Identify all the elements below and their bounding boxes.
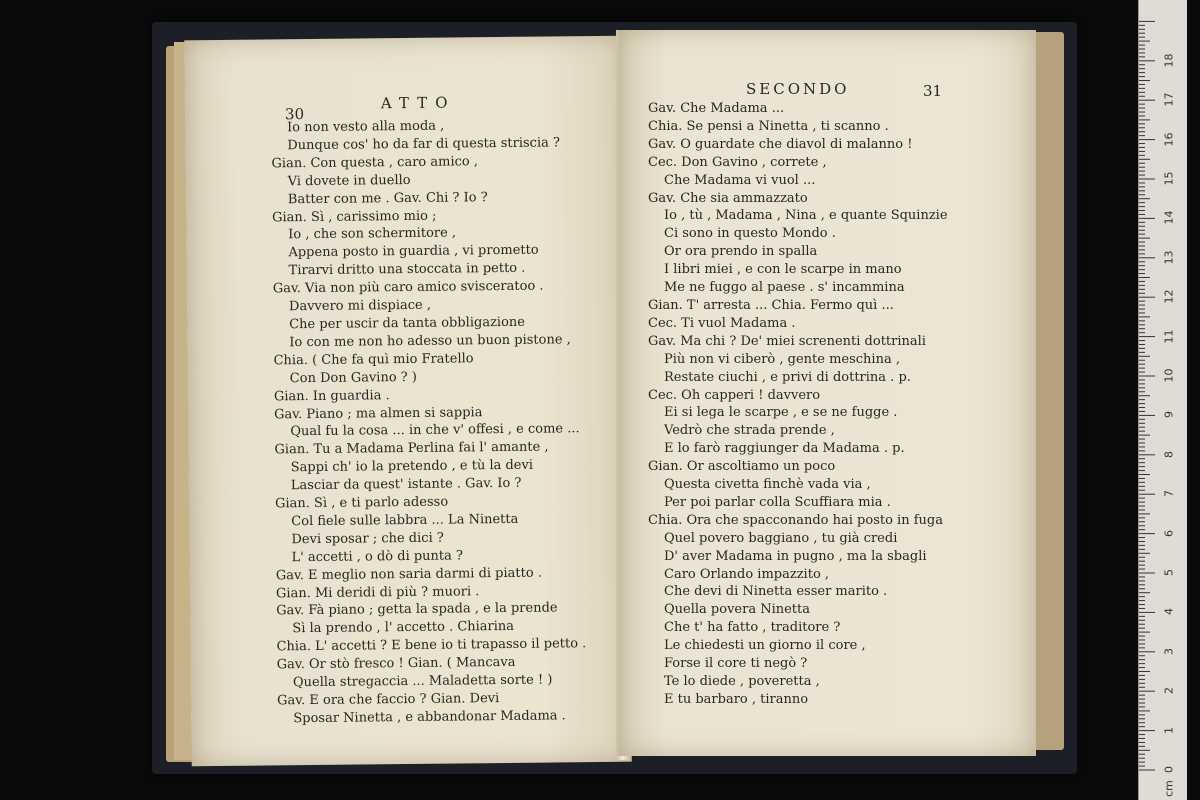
text-line: Chia. ( Che fa quì mio Fratello — [273, 351, 474, 369]
text-line: Gian. In guardia . — [273, 387, 390, 404]
left-page-number: 30 — [284, 105, 305, 124]
text-line: Gav. Ma chi ? De' miei screnenti dottrinali — [648, 333, 926, 349]
text-line: Quel povero baggiano , tu già credi — [664, 530, 898, 546]
text-line: Vedrò che strada prende , — [664, 423, 835, 439]
text-line: Lasciar da quest' istante . Gav. Io ? — [290, 475, 522, 494]
text-line: Me ne fuggo al paese . s' incammina — [664, 280, 905, 296]
left-page-text — [271, 116, 587, 728]
left-page-header: ATTO — [380, 93, 456, 113]
right-page — [618, 30, 1036, 756]
text-line: Che devi di Ninetta esser marito . — [664, 584, 888, 600]
ruler-label: 5 — [1162, 569, 1176, 576]
text-line: Più non vi ciberò , gente meschina , — [664, 351, 900, 367]
ruler-label: 15 — [1162, 171, 1176, 186]
right-page-header: SECONDO — [746, 80, 850, 98]
left-page — [184, 36, 632, 767]
text-line: Gav. Fà piano ; getta la spada , e la prende — [276, 600, 558, 619]
text-line: Cec. Oh capperi ! davvero — [648, 387, 821, 403]
text-line: Gian. Or ascoltiamo un poco — [648, 459, 836, 475]
ruler-label: 1 — [1162, 726, 1176, 734]
text-line: Gav. Che sia ammazzato — [648, 190, 808, 206]
text-line: Sì la prendo , l' accetto . Chiarina — [292, 619, 515, 637]
ruler-label: 9 — [1162, 411, 1176, 419]
text-line: Appena posto in guardia , vi prometto — [288, 242, 539, 261]
text-line: Gian. Sì , carissimo mio ; — [271, 208, 437, 225]
text-line: Gav. Piano ; ma almen si sappia — [274, 404, 483, 422]
measuring-ruler — [1138, 0, 1187, 800]
ruler-label: 4 — [1162, 608, 1176, 616]
text-line: D' aver Madama in pugno , ma la sbagli — [664, 548, 927, 564]
text-line: E lo farò raggiunger da Madama . p. — [664, 441, 905, 457]
text-line: Gav. Che Madama ... — [648, 101, 785, 116]
text-line: Or ora prendo in spalla — [664, 244, 818, 260]
text-line: Gav. Or stò fresco ! Gian. ( Mancava — [276, 655, 516, 673]
ruler-label: 0 — [1162, 766, 1176, 773]
text-line: Gian. Mi deridi di più ? muori . — [275, 583, 480, 601]
text-line: Davvero mi dispiace , — [288, 297, 432, 315]
ruler-label: 6 — [1162, 529, 1176, 537]
text-line: Io non vesto alla moda , — [287, 118, 445, 136]
ruler-label: 14 — [1162, 210, 1176, 225]
ruler-label: 10 — [1162, 368, 1176, 383]
text-line: Quella stregaccia ... Maladetta sorte ! ) — [292, 672, 553, 691]
text-line: Io , tù , Madama , Nina , e quante Squinzie — [664, 208, 948, 224]
text-line: Qual fu la cosa ... in che v' offesi , e come ... — [290, 421, 580, 440]
ruler-label: 18 — [1162, 53, 1176, 68]
text-line: Che per uscir da tanta obbligazione — [289, 314, 526, 333]
ruler-label: 17 — [1162, 92, 1176, 107]
ruler-label: 7 — [1162, 490, 1176, 498]
text-line: Per poi parlar colla Scuffiara mia . — [664, 494, 891, 510]
text-line: Col fiele sulle labbra ... La Ninetta — [291, 511, 519, 530]
text-line: Caro Orlando impazzito , — [664, 566, 830, 582]
text-line: Gav. E meglio non saria darmi di piatto . — [275, 565, 542, 584]
text-line: Gav. O guardate che diavol di malanno ! — [648, 136, 913, 152]
text-line: Questa civetta finchè vada via , — [664, 477, 871, 493]
ruler-label: 13 — [1162, 250, 1176, 265]
ruler-label: 16 — [1162, 132, 1176, 147]
text-line: Te lo diede , poveretta , — [664, 674, 820, 689]
text-line: E tu barbaro , tiranno — [664, 691, 809, 707]
text-line: Io con me non ho adesso un buon pistone , — [289, 332, 571, 351]
text-line: Con Don Gavino ? ) — [289, 369, 418, 386]
right-page-text — [648, 100, 948, 709]
text-line: Quella povera Ninetta — [664, 602, 811, 618]
text-line: Devi sposar ; che dici ? — [291, 530, 444, 548]
text-line: Ci sono in questo Mondo . — [664, 226, 836, 242]
text-line: Cec. Ti vuol Madama . — [648, 315, 796, 331]
right-page-number: 31 — [923, 82, 943, 100]
text-line: Sposar Ninetta , e abbandonar Madama . — [293, 708, 566, 727]
text-line: Cec. Don Gavino , correte , — [648, 154, 827, 170]
text-line: Ei si lega le scarpe , e se ne fugge . — [664, 405, 898, 421]
text-line: Vi dovete in duello — [287, 172, 411, 189]
ruler-label: 2 — [1162, 687, 1176, 695]
text-line: Sappi ch' io la pretendo , e tù la devi — [290, 457, 534, 476]
text-line: Le chiedesti un giorno il core , — [664, 638, 866, 654]
text-line: Chia. L' accetti ? E bene io ti trapasso il petto . — [276, 636, 587, 655]
text-line: Gian. Sì , e ti parlo adesso — [274, 494, 449, 512]
text-line: Che Madama vi vuol ... — [664, 172, 816, 188]
text-line: Forse il core ti negò ? — [664, 656, 808, 672]
ruler-unit: cm — [1162, 780, 1176, 797]
text-line: Gian. T' arresta ... Chia. Fermo quì ... — [648, 297, 894, 313]
text-line: Gian. Tu a Madama Perlina fai l' amante , — [274, 439, 549, 458]
text-line: Gav. Via non più caro amico svisceratoo . — [272, 278, 544, 297]
text-line: Io , che son schermitore , — [288, 225, 457, 243]
text-line: Tirarvi dritto una stoccata in petto . — [288, 261, 526, 279]
ruler-label: 11 — [1162, 329, 1176, 344]
text-line: Gian. Con questa , caro amico , — [271, 154, 479, 172]
text-line: Chia. Ora che spacconando hai posto in fuga — [648, 512, 943, 528]
ruler-label: 8 — [1162, 450, 1176, 458]
text-line: I libri miei , e con le scarpe in mano — [664, 262, 902, 278]
text-line: L' accetti , o dò di punta ? — [291, 548, 464, 565]
text-line: Chia. Se pensi a Ninetta , ti scanno . — [648, 118, 889, 134]
text-line: Che t' ha fatto , traditore ? — [664, 620, 841, 636]
text-line: Gav. E ora che faccio ? Gian. Devi — [277, 691, 500, 709]
ruler-label: 12 — [1162, 289, 1176, 304]
text-line: Dunque cos' ho da far di questa striscia ? — [287, 135, 561, 154]
text-line: Batter con me . Gav. Chi ? Io ? — [287, 189, 488, 207]
ruler-label: 3 — [1162, 647, 1176, 655]
text-line: Restate ciuchi , e privi di dottrina . p. — [664, 369, 911, 385]
